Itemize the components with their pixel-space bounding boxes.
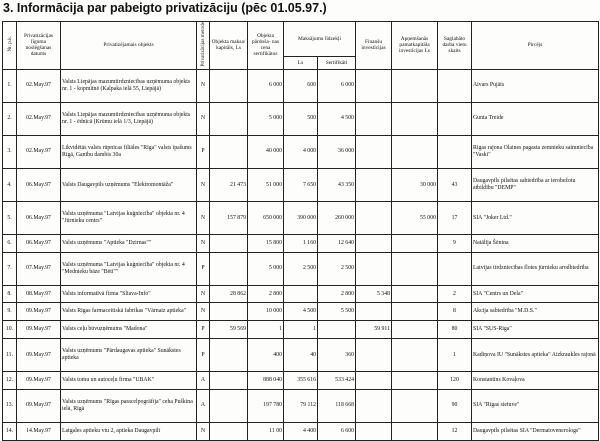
document-title: 3. Informācija par pabeigto privatizāciju (pēc 01.05.97.) — [3, 1, 327, 15]
row-capital — [210, 69, 248, 102]
header-pay-cert: Sertifikāti — [318, 56, 356, 69]
row-method: P — [197, 135, 210, 168]
row-pay-cert — [318, 321, 356, 339]
table-row — [3, 135, 599, 168]
row-other-invest — [392, 102, 438, 135]
row-pay-ls: 2 500 — [284, 252, 318, 285]
row-capital — [210, 422, 248, 440]
row-buyer: Daugavpils pilsētas sabiedrība ar ierobežotu atbildību "DEMP" — [472, 168, 599, 201]
row-capital — [210, 102, 248, 135]
row-method: N — [197, 285, 210, 303]
header-method: Privatizācijas metode — [197, 22, 210, 70]
row-object: Likvidētās valsts rūpnīcas filiāles "Rīga" valsts īpašums Rīgā, Ganību dambis 30a — [61, 135, 197, 168]
row-pay-ls: 1 160 — [284, 234, 318, 252]
row-investment — [356, 252, 392, 285]
header-date: Privatizācijas līguma noslēgšanas datums — [17, 22, 61, 70]
row-method: A — [197, 371, 210, 389]
row-jobs: 90 — [438, 389, 472, 422]
row-method: P — [197, 252, 210, 285]
row-price-cert: 10 000 — [248, 303, 284, 321]
row-buyer: SIA "Joker Ltd." — [472, 201, 599, 234]
row-price-cert: 15 800 — [248, 234, 284, 252]
row-buyer: Kadiņova IU "Sunākstes aptieka" Aizkraukles rajonā — [472, 338, 599, 371]
row-object: Valsts Daugavpils uzņēmums "Elektromontāža" — [61, 168, 197, 201]
row-number: 3. — [3, 135, 17, 168]
row-other-invest — [392, 303, 438, 321]
row-buyer: Latvijas tirdzniecības flotes jūrnieku arodbiedrība — [472, 252, 599, 285]
row-investment — [356, 102, 392, 135]
row-buyer: Konstantīns Kovaļova — [472, 371, 599, 389]
header-pay-ls: Ls — [284, 56, 318, 69]
row-object: Valsts uzņēmums "Aptieka "Dzirnas"" — [61, 234, 197, 252]
row-pay-cert: 12 640 — [318, 234, 356, 252]
row-other-invest — [392, 389, 438, 422]
row-buyer: Gunta Treide — [472, 102, 599, 135]
privatization-table — [2, 21, 599, 441]
table-row — [3, 252, 599, 285]
row-pay-ls: 600 — [284, 69, 318, 102]
table-row — [3, 285, 599, 303]
row-other-invest — [392, 285, 438, 303]
row-object: Valsts uzņēmuma "Latvijas kuģniecība" objekta nr. 4 "Jūrnieku centrs" — [61, 201, 197, 234]
row-number: 8. — [3, 285, 17, 303]
row-jobs: 2 — [438, 285, 472, 303]
row-jobs: 43 — [438, 168, 472, 201]
row-capital: 21 473 — [210, 168, 248, 201]
row-date: 07.May.97 — [17, 252, 61, 285]
row-investment — [356, 371, 392, 389]
row-buyer: Akcija sabiedrība "M.D.S." — [472, 303, 599, 321]
row-pay-cert: 4 500 — [318, 102, 356, 135]
row-pay-cert: 118 668 — [318, 389, 356, 422]
row-other-invest — [392, 234, 438, 252]
row-method: N — [197, 168, 210, 201]
row-other-invest — [392, 252, 438, 285]
header-price-lat: Objekta maksa/ kapitāls, Ls — [210, 22, 248, 70]
row-buyer: Aivars Pujāts — [472, 69, 599, 102]
row-number: 14. — [3, 422, 17, 440]
row-pay-ls: 390 000 — [284, 201, 318, 234]
row-object: Valsts Rīgas farmaceitiskā fabrikas "Vārnaiz aptieka" — [61, 303, 197, 321]
row-date: 09.May.97 — [17, 338, 61, 371]
row-method: P — [197, 338, 210, 371]
row-pay-cert: 6 600 — [318, 422, 356, 440]
row-price-cert: 40 000 — [248, 135, 284, 168]
row-pay-cert: 260 000 — [318, 201, 356, 234]
row-number: 5. — [3, 201, 17, 234]
row-capital: 157 879 — [210, 201, 248, 234]
row-other-invest: 30 000 — [392, 168, 438, 201]
row-pay-ls: 500 — [284, 102, 318, 135]
row-buyer: SIA "Rīgas sietuve" — [472, 389, 599, 422]
row-number: 6. — [3, 234, 17, 252]
row-jobs — [438, 69, 472, 102]
row-capital — [210, 234, 248, 252]
row-pay-ls: 1 — [284, 321, 318, 339]
row-other-invest — [392, 321, 438, 339]
row-price-cert: 5 000 — [248, 252, 284, 285]
header-num: Nr. p.k. — [3, 22, 17, 70]
row-number: 11. — [3, 338, 17, 371]
table-row — [3, 201, 599, 234]
row-date: 02.May.97 — [17, 69, 61, 102]
row-other-invest — [392, 422, 438, 440]
header-other-invest: Apņemšanās pamatkapitāla investīcijas Ls — [392, 22, 438, 70]
header-investment: Finanšu investīcijas — [356, 22, 392, 70]
header-jobs: Saglabāto darba vietu skaits — [438, 22, 472, 70]
row-date: 06.May.97 — [17, 168, 61, 201]
row-price-cert: 51 000 — [248, 168, 284, 201]
header-object: Privatizējamais objekts — [61, 22, 197, 70]
row-buyer: Natālija Šēnina — [472, 234, 599, 252]
row-investment: 5 348 — [356, 285, 392, 303]
row-buyer: Daugavpils pilsētas SIA "Dermatovenerologs" — [472, 422, 599, 440]
table-row — [3, 69, 599, 102]
row-price-cert: 5 000 — [248, 102, 284, 135]
row-date: 09.May.97 — [17, 389, 61, 422]
row-number: 2. — [3, 102, 17, 135]
table-row — [3, 234, 599, 252]
row-price-cert: 6 000 — [248, 69, 284, 102]
row-pay-ls — [284, 285, 318, 303]
table-row — [3, 338, 599, 371]
row-number: 12. — [3, 371, 17, 389]
row-investment — [356, 69, 392, 102]
row-pay-cert: 43 350 — [318, 168, 356, 201]
row-object: Valsts ceļu būvuzņēmums "Madona" — [61, 321, 197, 339]
row-number: 1. — [3, 69, 17, 102]
table-body — [3, 69, 599, 440]
row-method: N — [197, 422, 210, 440]
table-header-row — [3, 22, 599, 57]
row-investment — [356, 389, 392, 422]
row-pay-ls: 4 500 — [284, 303, 318, 321]
row-capital — [210, 135, 248, 168]
row-jobs: 17 — [438, 201, 472, 234]
row-jobs — [438, 252, 472, 285]
row-other-invest — [392, 371, 438, 389]
row-date: 02.May.97 — [17, 135, 61, 168]
row-jobs: 80 — [438, 321, 472, 339]
row-pay-ls: 4 000 — [284, 135, 318, 168]
row-price-cert: 1 — [248, 321, 284, 339]
row-number: 9. — [3, 303, 17, 321]
table-row — [3, 422, 599, 440]
row-jobs: 1 — [438, 338, 472, 371]
row-object: Valsts Liepājas mazumtirdzniecības uzņēmuma objekts nr. 1 - kopmītnē (Kalpaka ielā 55, Liepājā) — [61, 69, 197, 102]
row-other-invest — [392, 69, 438, 102]
row-capital — [210, 389, 248, 422]
row-jobs: 120 — [438, 371, 472, 389]
table-row — [3, 168, 599, 201]
row-date: 08.May.97 — [17, 285, 61, 303]
row-pay-cert: 5 500 — [318, 303, 356, 321]
row-investment — [356, 338, 392, 371]
row-pay-ls: 7 650 — [284, 168, 318, 201]
header-payment: Maksājumu līdzekļi — [284, 22, 356, 57]
row-number: 13. — [3, 389, 17, 422]
table-row — [3, 321, 599, 339]
row-buyer: SIA "Centrs un Dela" — [472, 285, 599, 303]
row-investment — [356, 168, 392, 201]
table-row — [3, 371, 599, 389]
row-capital — [210, 252, 248, 285]
table-row — [3, 389, 599, 422]
row-pay-ls: 355 616 — [284, 371, 318, 389]
row-date: 14.May.97 — [17, 422, 61, 440]
row-date: 09.May.97 — [17, 321, 61, 339]
row-method: P — [197, 321, 210, 339]
row-other-invest — [392, 338, 438, 371]
row-pay-cert: 2 500 — [318, 252, 356, 285]
row-buyer: SIA "SUS-Rīga" — [472, 321, 599, 339]
row-pay-ls: 79 112 — [284, 389, 318, 422]
row-investment: 59 911 — [356, 321, 392, 339]
header-buyer: Pircējs — [472, 22, 599, 70]
row-object: Latgales aptieku viu 2, aptieka Daugavpilī — [61, 422, 197, 440]
row-number: 10. — [3, 321, 17, 339]
row-price-cert: 11 00 — [248, 422, 284, 440]
row-pay-cert: 36 000 — [318, 135, 356, 168]
row-date: 06.May.97 — [17, 201, 61, 234]
row-method: N — [197, 234, 210, 252]
row-method: A — [197, 389, 210, 422]
row-pay-cert: 6 000 — [318, 69, 356, 102]
row-jobs: 8 — [438, 303, 472, 321]
row-pay-cert: 360 — [318, 338, 356, 371]
row-object: Valsts Liepājas mazumtirdzniecības uzņēmuma objekts nr. 1 - ēdnīcā (Krūmu ielā 1/3, Liepājā) — [61, 102, 197, 135]
row-investment — [356, 303, 392, 321]
row-investment — [356, 135, 392, 168]
row-jobs — [438, 135, 472, 168]
row-number: 4. — [3, 168, 17, 201]
row-other-invest — [392, 135, 438, 168]
row-capital — [210, 338, 248, 371]
row-object: Valsts tomu un autoceļu firma "UBAK" — [61, 371, 197, 389]
row-date: 09.May.97 — [17, 371, 61, 389]
row-method: N — [197, 102, 210, 135]
row-object: Valsts uzņēmuma "Latvijas kuģniecība" objekta nr. 4 "Mednieku bāze "Bēti"" — [61, 252, 197, 285]
row-jobs: 12 — [438, 422, 472, 440]
table-row — [3, 102, 599, 135]
row-number: 7. — [3, 252, 17, 285]
row-method: N — [197, 303, 210, 321]
row-capital: 59 569 — [210, 321, 248, 339]
row-date: 09.May.97 — [17, 303, 61, 321]
row-pay-ls: 4 400 — [284, 422, 318, 440]
row-pay-cert: 2 800 — [318, 285, 356, 303]
row-pay-cert: 533 424 — [318, 371, 356, 389]
row-price-cert: 2 800 — [248, 285, 284, 303]
row-jobs — [438, 102, 472, 135]
row-buyer: Rīgas rajona Olaines pagasta zemnieku saimniecība "Vaski" — [472, 135, 599, 168]
row-pay-ls: 40 — [284, 338, 318, 371]
row-jobs: 9 — [438, 234, 472, 252]
row-capital: 28 862 — [210, 285, 248, 303]
row-object: Valsts informatīvā firma "Sliava-Info" — [61, 285, 197, 303]
row-price-cert: 888 040 — [248, 371, 284, 389]
row-method: N — [197, 69, 210, 102]
row-object: Valsts uzņēmums "Rīgas paracelpogrāfija" ceha Puškina ielā, Rīgā — [61, 389, 197, 422]
row-object: Valsts uzņēmums "Pārdaugavas aptieka" Sunākstes aptieka — [61, 338, 197, 371]
row-method: N — [197, 201, 210, 234]
row-capital — [210, 303, 248, 321]
row-investment — [356, 422, 392, 440]
row-price-cert: 197 780 — [248, 389, 284, 422]
row-capital — [210, 371, 248, 389]
row-date: 02.May.97 — [17, 102, 61, 135]
row-investment — [356, 201, 392, 234]
row-date: 06.May.97 — [17, 234, 61, 252]
row-price-cert: 650 000 — [248, 201, 284, 234]
header-price-cert: Objekta pārdoša- nas cena sertifikātos — [248, 22, 284, 70]
row-price-cert: 400 — [248, 338, 284, 371]
row-investment — [356, 234, 392, 252]
row-other-invest: 55 000 — [392, 201, 438, 234]
table-row — [3, 303, 599, 321]
